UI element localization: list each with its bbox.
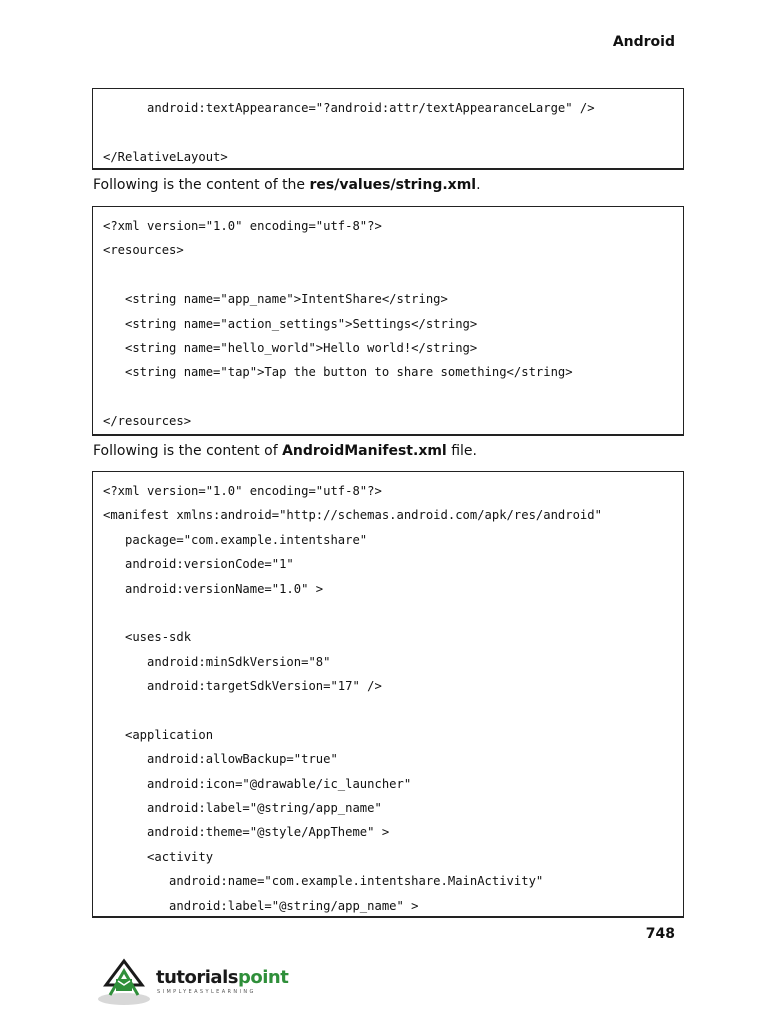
code-line [103, 601, 683, 625]
code-line: android:icon="@drawable/ic_launcher" [103, 776, 412, 791]
logo-wordmark: tutorialspoint [156, 967, 289, 988]
code-line: <uses-sdk [103, 630, 192, 645]
code-line: android:targetSdkVersion="17" /> [103, 679, 382, 694]
paragraph-manifest-intro: Following is the content of AndroidManifest.xml file. [93, 443, 477, 459]
logo-emblem-icon [96, 955, 152, 1007]
running-header: Android [612, 34, 675, 50]
code-line: <resources> [103, 243, 184, 258]
code-line: <application [103, 727, 214, 742]
code-block-manifest-xml [92, 471, 684, 918]
code-block-layout-end [92, 88, 684, 170]
code-line: android:allowBackup="true" [103, 752, 338, 767]
code-line: android:name="com.example.intentshare.MainActivity" [103, 874, 544, 889]
code-line: <activity [103, 849, 214, 864]
code-block-strings-xml [92, 206, 684, 436]
code-line: android:versionCode="1" [103, 557, 294, 572]
code-line: <string name="hello_world">Hello world!</string> [103, 340, 478, 355]
page-number: 748 [645, 926, 675, 942]
code-line: <string name="action_settings">Settings</string> [103, 316, 478, 331]
code-line: <?xml version="1.0" encoding="utf-8"?> [103, 484, 382, 498]
code-line [103, 120, 683, 144]
code-line: <?xml version="1.0" encoding="utf-8"?> [103, 219, 382, 233]
code-line: </resources> [103, 414, 192, 429]
code-line: android:label="@string/app_name" [103, 801, 382, 816]
code-line [103, 699, 683, 723]
code-line: android:versionName="1.0" > [103, 581, 324, 596]
code-line: package="com.example.intentshare" [103, 532, 368, 547]
code-line: android:textAppearance="?android:attr/textAppearanceLarge" /> [103, 101, 595, 115]
logo-tagline: SIMPLYEASYLEARNING [157, 989, 256, 995]
code-line: android:theme="@style/AppTheme" > [103, 825, 390, 840]
code-line [103, 263, 683, 287]
code-line: <manifest xmlns:android="http://schemas.android.com/apk/res/android" [103, 508, 602, 523]
code-line: android:label="@string/app_name" > [103, 898, 419, 913]
code-line: <string name="tap">Tap the button to share something</string> [103, 365, 573, 380]
code-line: </RelativeLayout> [103, 149, 228, 164]
code-line [103, 385, 683, 409]
file-name-strings: res/values/string.xml [309, 177, 477, 193]
code-line: <string name="app_name">IntentShare</string> [103, 292, 448, 307]
file-name-manifest: AndroidManifest.xml [282, 443, 447, 459]
code-line: android:minSdkVersion="8" [103, 654, 331, 669]
paragraph-strings-intro: Following is the content of the res/values/string.xml. [93, 177, 481, 193]
tutorialspoint-logo [96, 955, 316, 1007]
